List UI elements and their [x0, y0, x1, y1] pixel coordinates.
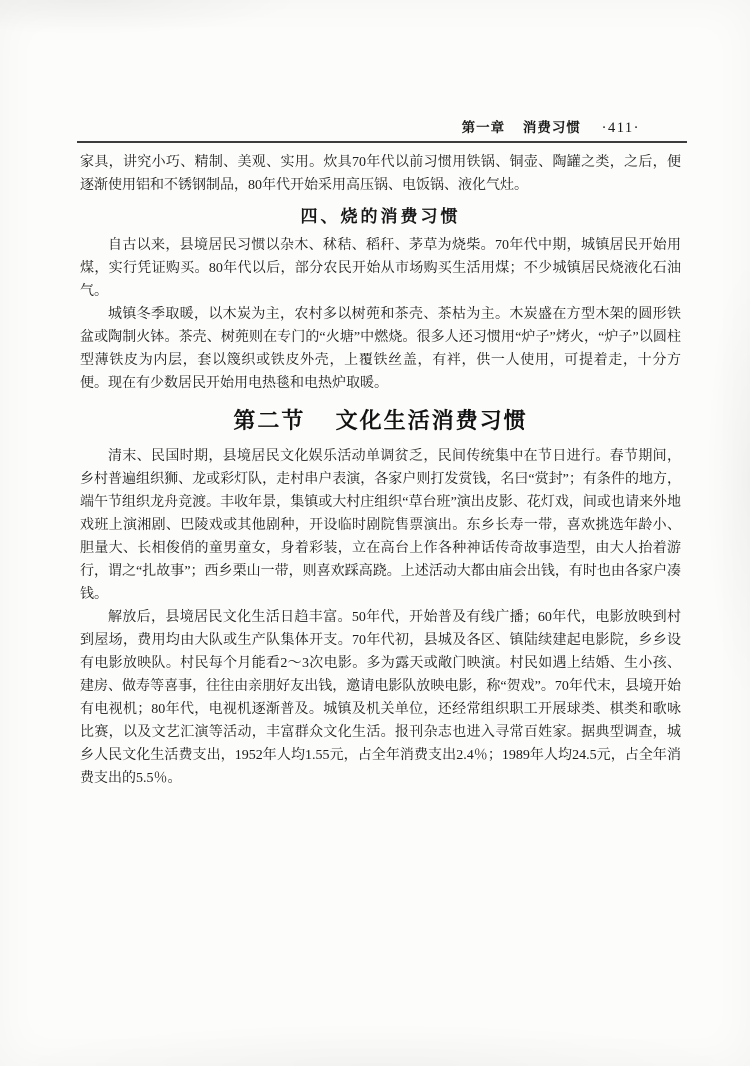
- chapter-label: 第一章: [461, 120, 506, 135]
- page-number: ·411·: [601, 120, 640, 136]
- page-body: [80, 151, 681, 790]
- paragraph-pre-liberation-culture: 清末、民国时期，县境居民文化娱乐活动单调贫乏，民间传统集中在节日进行。春节期间，乡村普遍组织狮、龙或彩灯队，走村串户表演，各家户则打发赏钱，名曰“赏封”；有条件的地方，端午节组织龙舟竞渡。丰收年景，集镇或大村庄组织“草台班”演出皮影、花灯戏，间或也请来外地戏班上演湘剧、巴陵戏或其他剧种，开设临时剧院售票演出。东乡长寿一带，喜欢挑选年龄小、胆量大、长相俊俏的童男童女，身着彩装，立在高台上作各种神话传奇故事造型，由大人抬着游行，谓之“扎故事”；西乡栗山一带，则喜欢踩高跷。上述活动大都由庙会出钱，有时也由各家户凑钱。: [80, 449, 681, 602]
- paragraph-winter-heating: 城镇冬季取暖，以木炭为主，农村多以树蔸和茶壳、茶枯为主。木炭盛在方型木架的圆形铁盆或陶制火钵。茶壳、树蔸则在专门的“火塘”中燃烧。很多人还习惯用“炉子”烤火，“炉子”以圆柱型薄铁皮为内层，套以篾织或铁皮外壳，上覆铁丝盖，有袢，供一人使用，可提着走，十分方便。现在有少数居民开始用电热毯和电热炉取暖。: [80, 307, 681, 391]
- paragraph-furniture-cookware: 家具，讲究小巧、精制、美观、实用。炊具70年代以前习惯用铁锅、铜壶、陶罐之类，之后，便逐渐使用铝和不锈钢制品，80年代开始采用高压锅、电饭锅、液化气灶。: [80, 155, 681, 193]
- paragraph-firewood-coal: 自古以来，县境居民习惯以杂木、秫秸、稻秆、茅草为烧柴。70年代中期，城镇居民开始用煤，实行凭证购买。80年代以后，部分农民开始从市场购买生活用煤；不少城镇居民烧液化石油气。: [80, 238, 681, 299]
- chapter-title: 消费习惯: [522, 120, 581, 135]
- section-heading-fuel-habits: 四、烧的消费习惯: [300, 207, 461, 226]
- section-heading-cultural-life: [80, 409, 681, 432]
- running-header: [0, 116, 640, 137]
- section-title: 文化生活消费习惯: [335, 408, 528, 433]
- paragraph-post-liberation-culture: 解放后，县境居民文化生活日趋丰富。50年代，开始普及有线广播；60年代，电影放映到村到屋场，费用均由大队或生产队集体开支。70年代初，县城及各区、镇陆续建起电影院，乡乡设有电影放映队。村民每个月能看2～3次电影。多为露天或敞门映演。村民如遇上结婚、生小孩、建房、做寿等喜事，往往由亲朋好友出钱，邀请电影队放映电影，称“贺戏”。70年代末，县境开始有电视机；80年代，电视机逐渐普及。城镇及机关单位，还经常组织职工开展球类、棋类和歌咏比赛，以及文艺汇演等活动，丰富群众文化生活。报刊杂志也进入寻常百姓家。据典型调查，城乡人民文化生活费支出，1952年人均1.55元，占全年消费支出2.4％；1989年人均24.5元，占全年消费支出的5.5％。: [80, 610, 681, 786]
- section-number: 第二节: [233, 408, 306, 433]
- header-divider: [77, 141, 687, 143]
